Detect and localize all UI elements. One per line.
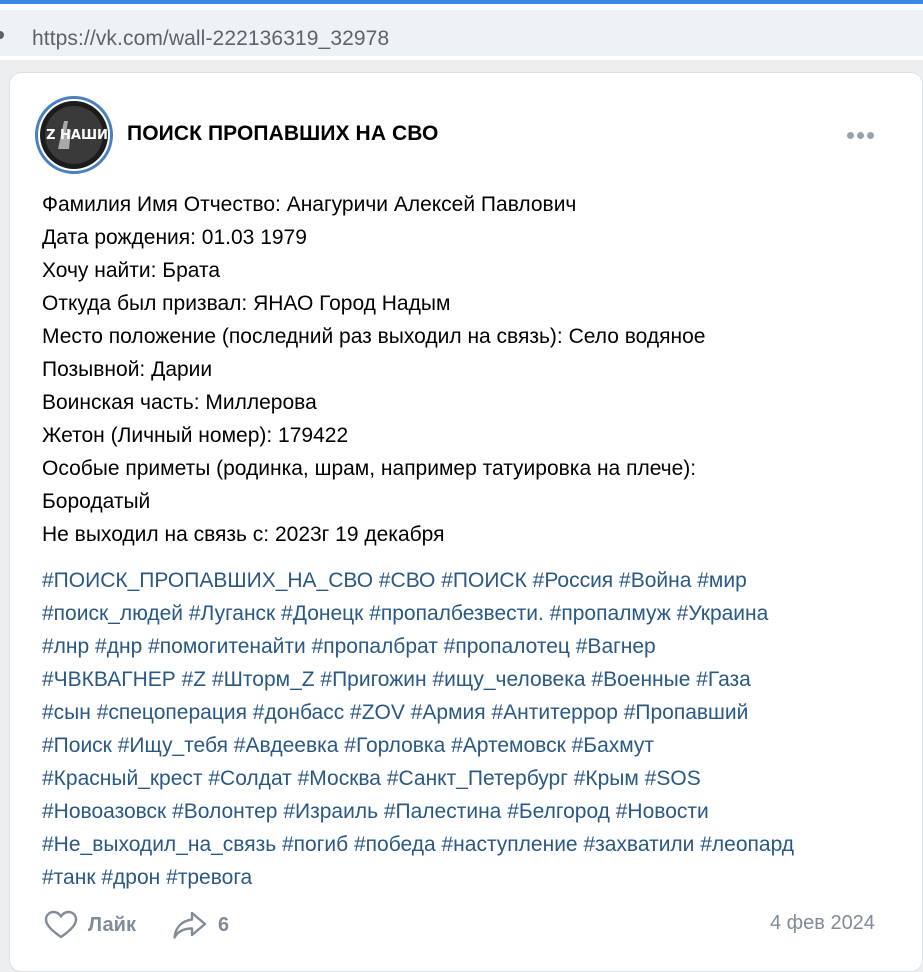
post-line-special-marks-value: Бородатый xyxy=(42,490,151,513)
group-name-link[interactable]: ПОИСК ПРОПАВШИХ НА СВО xyxy=(127,122,439,145)
post-line-last-contact: Не выходил на связь с: 2023г 19 декабря xyxy=(42,523,445,546)
address-url[interactable]: https://vk.com/wall-222136319_32978 xyxy=(32,27,390,50)
post-line-birthdate: Дата рождения: 01.03 1979 xyxy=(42,226,307,249)
share-arrow-icon xyxy=(172,910,208,940)
hashtag-line[interactable]: #Новоазовск #Волонтер #Израиль #Палестина #Белгород #Новости xyxy=(42,800,709,823)
hashtag-line[interactable]: #Не_выходил_на_связь #погиб #победа #наступление #захватили #леопард xyxy=(42,833,795,856)
post-hashtags xyxy=(42,564,902,894)
post-line-looking-for: Хочу найти: Брата xyxy=(42,259,221,282)
hashtag-line[interactable]: #Красный_крест #Солдат #Москва #Санкт_Петербург #Крым #SOS xyxy=(42,767,701,790)
address-bar[interactable] xyxy=(0,10,923,56)
more-dots-icon xyxy=(867,132,874,139)
post-line-callsign: Позывной: Дарии xyxy=(42,358,213,381)
group-avatar[interactable] xyxy=(35,96,113,174)
group-avatar-z-logo-icon xyxy=(38,99,110,171)
site-info-icon[interactable] xyxy=(0,31,4,39)
hashtag-line[interactable]: #ЧВКВАГНЕР #Z #Шторм_Z #Пригожин #ищу_человека #Военные #Газа xyxy=(42,668,751,691)
avatar-logo-text: Z НАШИ xyxy=(46,128,108,143)
hashtag-line[interactable]: #Поиск #Ищу_тебя #Авдеевка #Горловка #Артемовск #Бахмут xyxy=(42,734,655,757)
post-date[interactable]: 4 фев 2024 xyxy=(770,912,875,934)
post-line-name: Фамилия Имя Отчество: Анагуричи Алексей Павлович xyxy=(42,193,577,216)
like-button[interactable] xyxy=(44,905,136,945)
heart-icon xyxy=(44,910,78,940)
hashtag-line[interactable]: #ПОИСК_ПРОПАВШИХ_НА_СВО #СВО #ПОИСК #Россия #Война #мир xyxy=(42,569,747,592)
share-count: 6 xyxy=(218,913,230,936)
post-line-special-marks: Особые приметы (родинка, шрам, например татуировка на плече): xyxy=(42,457,697,480)
post-line-token: Жетон (Личный номер): 179422 xyxy=(42,424,349,447)
hashtag-line[interactable]: #поиск_людей #Луганск #Донецк #пропалбезвести. #пропалмуж #Украина xyxy=(42,602,769,625)
post-line-military-unit: Воинская часть: Миллерова xyxy=(42,391,317,414)
post-line-drafted-from: Откуда был призвал: ЯНАО Город Надым xyxy=(42,292,451,315)
hashtag-line[interactable]: #сын #спецоперация #донбасс #ZOV #Армия #Антитеррор #Пропавший xyxy=(42,701,749,724)
browser-toolbar xyxy=(0,4,923,60)
post-line-last-location: Место положение (последний раз выходил на связь): Село водяное xyxy=(42,325,706,348)
share-button[interactable] xyxy=(172,905,229,945)
hashtag-line[interactable]: #лнр #днр #помогитенайти #пропалбрат #пропалотец #Вагнер xyxy=(42,635,656,658)
more-options-button[interactable] xyxy=(840,124,880,148)
more-dots-icon xyxy=(857,132,864,139)
like-label: Лайк xyxy=(88,913,136,936)
more-dots-icon xyxy=(847,132,854,139)
hashtag-line[interactable]: #танк #дрон #тревога xyxy=(42,866,253,889)
post-body xyxy=(42,188,902,551)
